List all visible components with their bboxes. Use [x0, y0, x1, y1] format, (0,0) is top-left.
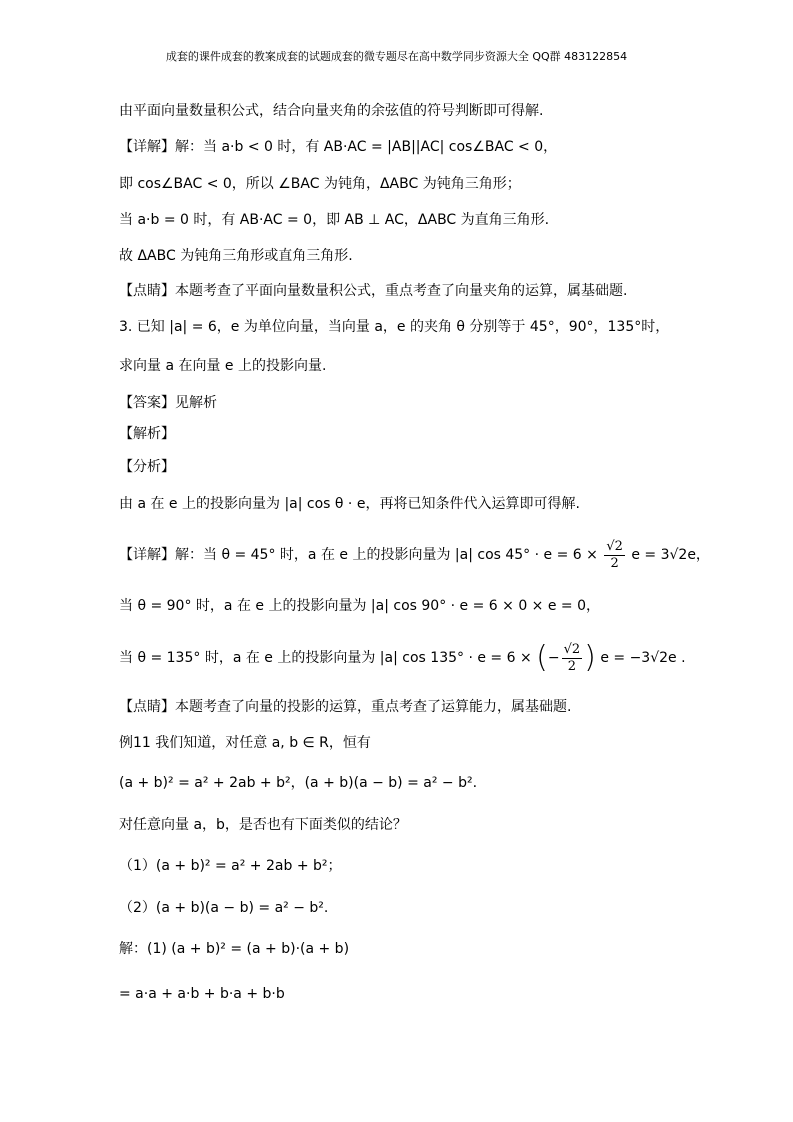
left-paren: ( [536, 640, 548, 675]
text-line: 3. 已知 |a| = 6，e 为单位向量，当向量 a，e 的夹角 θ 分别等于 45°，90°，135°时， [119, 319, 670, 335]
text-line: 对任意向量 a，b，是否也有下面类似的结论？ [119, 817, 407, 833]
text-line: 当 θ = 90° 时，a 在 e 上的投影向量为 |a| cos 90° · e = 6 × 0 × e = 0， [119, 598, 601, 614]
text-line: 故 ΔABC 为钝角三角形或直角三角形. [119, 248, 353, 264]
text-line: 【解析】 [119, 426, 175, 442]
formula-line-45 [119, 535, 710, 575]
text-line: = a·a + a·b + b·a + b·b [119, 986, 285, 1002]
text-segment: 【详解】解：当 θ = 45° 时，a 在 e 上的投影向量为 |a| cos 45° · e = 6 × [119, 547, 598, 563]
text-line: 例11 我们知道，对任意 a, b ∈ R，恒有 [119, 735, 371, 751]
fraction-numerator: √2 [606, 538, 623, 554]
fraction [604, 539, 625, 572]
text-line: 由平面向量数量积公式，结合向量夹角的余弦值的符号判断即可得解. [119, 103, 544, 119]
text-line: 【详解】解：当 a·b < 0 时，有 AB·AC = |AB||AC| cos∠BAC < 0， [119, 139, 558, 155]
text-segment: e = 3√2e， [631, 547, 710, 563]
text-line: 【点睛】本题考查了平面向量数量积公式，重点考查了向量夹角的运算，属基础题. [119, 283, 628, 299]
fraction-denominator: 2 [567, 658, 577, 674]
text-line: （2）(a + b)(a − b) = a² − b². [119, 900, 329, 916]
page-header: 成套的课件成套的教案成套的试题成套的微专题尽在高中数学同步资源大全 QQ群 483122854 [165, 50, 628, 63]
text-line: 解：(1) (a + b)² = (a + b)·(a + b) [119, 941, 350, 957]
fraction-denominator: 2 [610, 555, 619, 571]
minus-sign: − [547, 650, 560, 666]
fraction [562, 642, 583, 675]
text-line: (a + b)² = a² + 2ab + b²，(a + b)(a − b) = a² − b². [119, 775, 478, 791]
text-line: （1）(a + b)² = a² + 2ab + b²； [119, 858, 342, 874]
text-segment: 当 θ = 135° 时，a 在 e 上的投影向量为 |a| cos 135° · e = 6 × [119, 650, 532, 666]
text-segment: e = −3√2e . [600, 650, 686, 666]
text-line: 当 a·b = 0 时，有 AB·AC = 0，即 AB ⊥ AC，ΔABC 为直角三角形. [119, 212, 550, 228]
right-paren: ) [584, 640, 596, 675]
text-line: 求向量 a 在向量 e 上的投影向量. [119, 358, 327, 374]
text-line: 【答案】见解析 [119, 395, 217, 411]
text-line: 【点睛】本题考查了向量的投影的运算，重点考查了运算能力，属基础题. [119, 699, 572, 715]
text-line: 【分析】 [119, 459, 175, 475]
text-line: 由 a 在 e 上的投影向量为 |a| cos θ · e，再将已知条件代入运算即可得解. [119, 496, 580, 512]
fraction-numerator: √2 [563, 641, 581, 657]
text-line: 即 cos∠BAC < 0，所以 ∠BAC 为钝角，ΔABC 为钝角三角形； [119, 176, 521, 192]
formula-line-135 [119, 638, 686, 678]
